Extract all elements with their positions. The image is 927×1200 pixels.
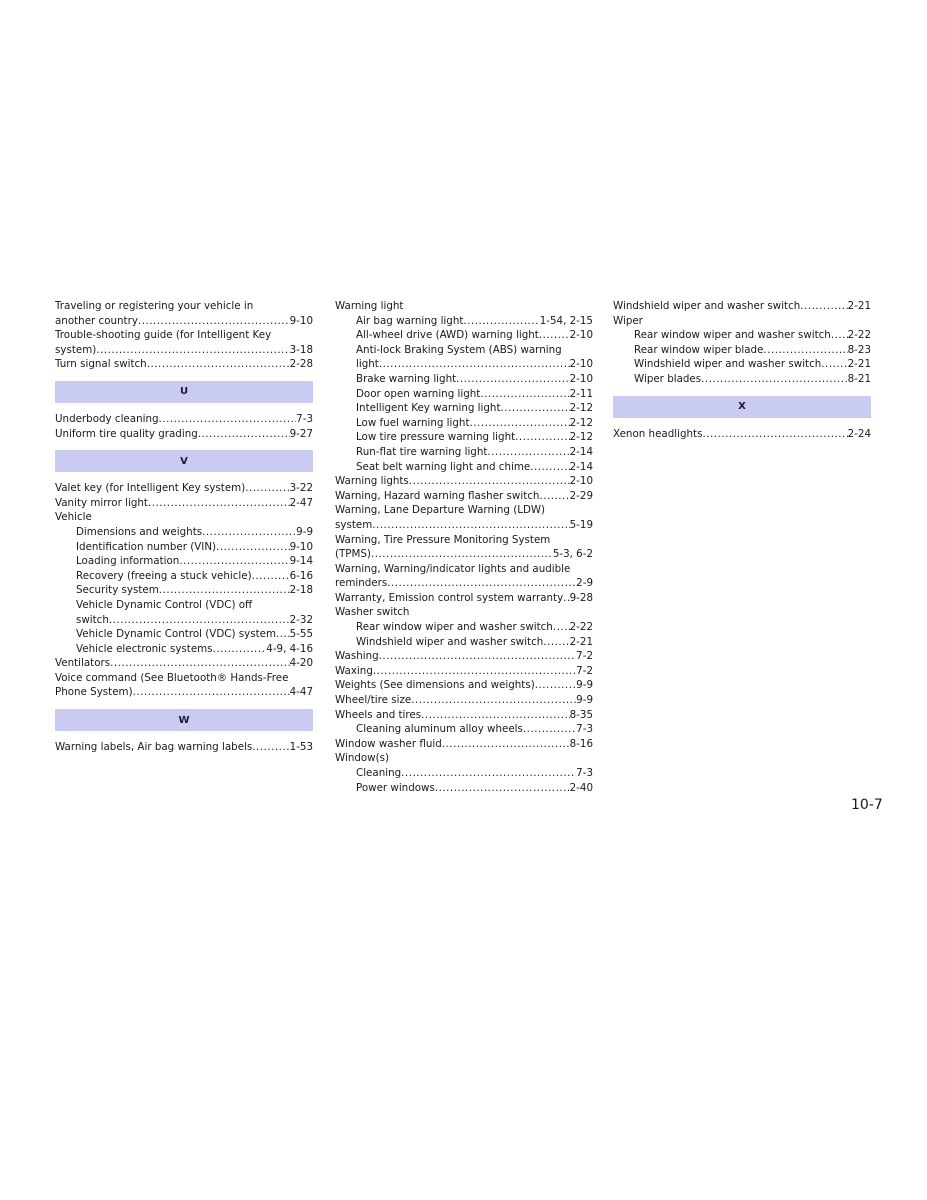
index-entry-label: Windshield wiper and washer switch — [634, 358, 822, 371]
dot-leader — [252, 569, 290, 584]
dot-leader — [159, 583, 290, 598]
index-entry — [613, 372, 871, 387]
index-entry — [55, 613, 313, 628]
index-page-ref: 7-2 — [576, 650, 593, 663]
index-entry-label: Turn signal switch — [55, 358, 147, 371]
index-entry-continuation — [335, 533, 593, 548]
index-entry — [335, 678, 593, 693]
index-page-ref: 3-18 — [289, 343, 313, 356]
index-entry-label: system — [335, 518, 373, 531]
index-entry-label: Rear window wiper and washer switch — [634, 329, 831, 342]
index-entry — [55, 656, 313, 671]
index-entry — [335, 328, 593, 343]
index-entry-label: switch — [76, 613, 109, 626]
index-entry-label: Warning, Lane Departure Warning (LDW) — [335, 504, 546, 517]
index-entry — [335, 372, 593, 387]
index-page-ref: 9-10 — [289, 540, 313, 553]
dot-leader — [202, 525, 296, 540]
index-page-ref: 7-3 — [576, 767, 593, 779]
index-entry — [335, 547, 593, 562]
section-letter-header: V — [55, 450, 313, 472]
index-entry-continuation — [55, 671, 313, 686]
dot-leader — [535, 678, 576, 693]
index-entry-label: reminders — [335, 577, 388, 590]
dot-leader — [515, 430, 569, 445]
section-letter-header: X — [613, 396, 871, 418]
index-page-ref: 2-47 — [289, 496, 313, 509]
index-entry — [55, 427, 313, 442]
dot-leader — [480, 387, 569, 402]
index-entry-label: Xenon headlights — [613, 427, 703, 440]
index-page-ref: 2-14 — [569, 445, 593, 458]
index-entry-label: Rear window wiper blade — [634, 343, 764, 356]
index-page-ref: 9-14 — [289, 555, 313, 568]
index-page-ref: 2-22 — [569, 621, 593, 634]
index-entry-continuation — [55, 299, 313, 314]
dot-leader — [379, 649, 577, 664]
index-entry-label: Wheel/tire size — [335, 694, 412, 707]
index-page-ref: 2-10 — [569, 475, 593, 488]
index-entry — [55, 525, 313, 540]
dot-leader — [701, 372, 847, 387]
index-entry-label: Vanity mirror light — [55, 496, 148, 509]
index-entry-continuation — [335, 299, 593, 314]
index-entry-label: Vehicle — [55, 511, 92, 524]
index-entry — [335, 781, 593, 796]
index-page-ref: 8-23 — [847, 343, 871, 356]
index-entry — [335, 693, 593, 708]
section-letter-header: U — [55, 381, 313, 403]
index-entry — [55, 740, 313, 755]
index-entry-label: Seat belt warning light and chime — [356, 460, 531, 473]
dot-leader — [763, 343, 847, 358]
index-entry — [335, 649, 593, 664]
dot-leader — [179, 554, 289, 569]
index-page-ref: 9-10 — [289, 314, 313, 327]
index-entry-label: Warning light — [335, 300, 404, 312]
dot-leader — [456, 372, 569, 387]
dot-leader — [401, 766, 576, 781]
index-entry-label: Warning labels, Air bag warning labels — [55, 741, 253, 754]
index-entry-label: Vehicle Dynamic Control (VDC) system — [76, 628, 276, 641]
index-entry-label: Recovery (freeing a stuck vehicle) — [76, 569, 252, 582]
index-page-ref: 5-3, 6-2 — [552, 548, 593, 561]
dot-leader — [371, 547, 553, 562]
index-entry-continuation — [335, 503, 593, 518]
dot-leader — [96, 343, 289, 358]
index-entry-label: Warning, Warning/indicator lights and audible — [335, 562, 571, 575]
index-entry-label: Low fuel warning light — [356, 416, 470, 429]
index-entry — [55, 481, 313, 496]
index-entry — [55, 343, 313, 358]
dot-leader — [442, 737, 570, 752]
index-page-ref: 7-3 — [296, 412, 313, 425]
index-entry-label: Washer switch — [335, 606, 410, 619]
index-page-ref: 2-11 — [569, 387, 593, 400]
section-letter-header: W — [55, 709, 313, 731]
dot-leader — [539, 328, 570, 343]
index-page-ref: 2-9 — [576, 577, 593, 590]
dot-leader — [821, 357, 847, 372]
dot-leader — [276, 627, 290, 642]
index-entry — [613, 343, 871, 358]
index-entry-label: Window washer fluid — [335, 737, 442, 750]
dot-leader — [523, 722, 576, 737]
dot-leader — [463, 314, 539, 329]
index-entry-label: Warning, Tire Pressure Monitoring System — [335, 533, 551, 546]
dot-leader — [159, 412, 297, 427]
index-page-ref: 9-9 — [296, 525, 313, 538]
index-entry — [55, 540, 313, 555]
index-entry — [335, 314, 593, 329]
index-page-ref: 8-16 — [569, 737, 593, 750]
index-page-ref: 8-21 — [847, 372, 871, 385]
dot-leader — [435, 781, 570, 796]
index-entry — [55, 627, 313, 642]
index-entry — [335, 489, 593, 504]
index-entry-label: Warranty, Emission control system warranty — [335, 591, 564, 604]
index-entry — [55, 496, 313, 511]
index-entry — [335, 620, 593, 635]
index-entry — [335, 766, 593, 781]
index-entry-label: Wheels and tires — [335, 708, 422, 721]
dot-leader — [501, 401, 570, 416]
index-entry-continuation — [55, 598, 313, 613]
index-entry — [335, 401, 593, 416]
index-page-ref: 2-22 — [847, 329, 871, 342]
dot-leader — [216, 540, 290, 555]
dot-leader — [487, 445, 569, 460]
index-entry — [335, 518, 593, 533]
index-entry-label: Run-flat tire warning light — [356, 445, 488, 458]
index-entry-label: light — [356, 358, 379, 371]
index-entry — [55, 314, 313, 329]
dot-leader — [409, 474, 570, 489]
index-entry-label: Waxing — [335, 664, 373, 677]
index-page-ref: 9-28 — [569, 591, 593, 604]
dot-leader — [470, 416, 570, 431]
index-entry — [335, 635, 593, 650]
dot-leader — [147, 357, 290, 372]
index-entry-label: Underbody cleaning — [55, 412, 159, 425]
index-page-ref: 2-29 — [569, 489, 593, 502]
index-page-ref: 2-18 — [289, 584, 313, 597]
index-entry-label: Valet key (for Intelligent Key system) — [55, 482, 246, 495]
index-entry-label: Vehicle Dynamic Control (VDC) off — [76, 598, 253, 611]
index-page-ref: 2-21 — [847, 300, 871, 312]
index-entry-label: All-wheel drive (AWD) warning light — [356, 329, 539, 342]
index-page-ref: 1-54, 2-15 — [539, 314, 593, 327]
dot-leader — [198, 427, 290, 442]
index-entry — [335, 737, 593, 752]
dot-leader — [702, 427, 847, 442]
index-entry-label: Warning lights — [335, 475, 409, 488]
index-entry-label: Washing — [335, 650, 379, 663]
index-page-ref: 4-9, 4-16 — [266, 642, 313, 655]
index-entry — [613, 328, 871, 343]
index-entry-label: (TPMS) — [335, 548, 371, 561]
index-entry — [335, 591, 593, 606]
index-entry — [335, 445, 593, 460]
index-page-ref: 2-21 — [847, 358, 871, 371]
index-page-ref: 2-21 — [569, 635, 593, 648]
index-page-ref: 7-2 — [576, 664, 593, 677]
index-page-ref: 2-12 — [569, 402, 593, 415]
dot-leader — [138, 314, 290, 329]
dot-leader — [252, 740, 289, 755]
index-entry-label: Warning, Hazard warning flasher switch — [335, 489, 540, 502]
index-page-ref: 4-20 — [289, 657, 313, 670]
index-entry-label: Brake warning light — [356, 372, 457, 385]
index-entry — [55, 569, 313, 584]
index-entry-continuation — [613, 314, 871, 329]
index-entry-label: Wiper — [613, 314, 643, 327]
page-number: 10-7 — [851, 797, 883, 813]
dot-leader — [387, 576, 576, 591]
index-page-ref: 2-12 — [569, 431, 593, 444]
index-page-ref: 2-28 — [289, 358, 313, 371]
index-entry-label: Traveling or registering your vehicle in — [55, 300, 254, 312]
dot-leader — [109, 613, 290, 628]
index-entry — [335, 664, 593, 679]
index-column-2 — [335, 299, 593, 795]
index-page-ref: 8-35 — [569, 708, 593, 721]
index-entry-continuation — [55, 328, 313, 343]
index-entry-label: Windshield wiper and washer switch — [356, 635, 544, 648]
dot-leader — [411, 693, 576, 708]
dot-leader — [539, 489, 569, 504]
index-entry — [55, 412, 313, 427]
index-entry-label: Phone System) — [55, 686, 133, 699]
index-entry-continuation — [55, 510, 313, 525]
index-entry-label: Anti-lock Braking System (ABS) warning — [356, 343, 562, 356]
index-page-ref: 2-10 — [569, 358, 593, 371]
index-page-ref: 2-24 — [847, 427, 871, 440]
index-column-1 — [55, 299, 313, 755]
index-entry-label: Door open warning light — [356, 387, 481, 400]
index-entry — [55, 583, 313, 598]
index-entry — [55, 554, 313, 569]
dot-leader — [372, 518, 569, 533]
index-page-ref: 2-12 — [569, 416, 593, 429]
index-entry-label: Weights (See dimensions and weights) — [335, 679, 535, 692]
dot-leader — [379, 357, 570, 372]
index-entry-label: Dimensions and weights — [76, 525, 203, 538]
dot-leader — [530, 460, 569, 475]
index-page-ref: 1-53 — [289, 741, 313, 754]
dot-leader — [543, 635, 569, 650]
index-entry — [335, 722, 593, 737]
index-entry — [335, 357, 593, 372]
index-entry — [335, 708, 593, 723]
index-entry — [335, 474, 593, 489]
index-page-ref: 3-22 — [289, 482, 313, 495]
index-entry — [55, 685, 313, 700]
index-column-3 — [613, 299, 871, 441]
index-entry-continuation — [335, 343, 593, 358]
index-entry-label: Ventilators — [55, 657, 111, 670]
index-entry-continuation — [335, 562, 593, 577]
index-page-ref: 9-9 — [576, 679, 593, 692]
index-page-ref: 2-32 — [289, 613, 313, 626]
index-page-ref: 9-27 — [289, 427, 313, 440]
index-page-ref: 6-16 — [289, 569, 313, 582]
dot-leader — [831, 328, 848, 343]
dot-leader — [148, 496, 290, 511]
index-entry-label: Air bag warning light — [356, 314, 464, 327]
index-entry — [613, 299, 871, 314]
index-entry-label: Security system — [76, 584, 159, 597]
dot-leader — [110, 656, 290, 671]
index-page-ref: 2-10 — [569, 372, 593, 385]
index-entry-label: Identification number (VIN) — [76, 540, 217, 553]
dot-leader — [553, 620, 570, 635]
index-page-ref: 5-55 — [289, 628, 313, 641]
index-entry — [55, 642, 313, 657]
dot-leader — [800, 299, 847, 314]
index-page-ref: 4-47 — [289, 686, 313, 699]
index-page-ref: 5-19 — [569, 518, 593, 531]
index-entry-label: another country — [55, 314, 138, 327]
index-entry — [335, 387, 593, 402]
index-page-ref: 2-40 — [569, 781, 593, 794]
index-entry-label: Wiper blades — [634, 372, 702, 385]
index-entry-label: Window(s) — [335, 752, 389, 765]
index-entry-label: Cleaning — [356, 767, 402, 779]
index-entry — [613, 427, 871, 442]
index-entry-label: Low tire pressure warning light — [356, 431, 516, 444]
index-entry-label: Uniform tire quality grading — [55, 427, 198, 440]
index-entry-label: Loading information — [76, 555, 180, 568]
dot-leader — [245, 481, 289, 496]
dot-leader — [373, 664, 576, 679]
index-page-ref: 2-14 — [569, 460, 593, 473]
dot-leader — [133, 685, 290, 700]
index-entry-label: Windshield wiper and washer switch — [613, 300, 801, 312]
index-entry-label: Trouble-shooting guide (for Intelligent Key — [55, 329, 272, 342]
index-entry-label: Cleaning aluminum alloy wheels — [356, 723, 523, 736]
index-page-ref: 7-3 — [576, 723, 593, 736]
index-page-ref: 9-9 — [576, 694, 593, 707]
index-entry-label: Rear window wiper and washer switch — [356, 621, 553, 634]
index-entry — [335, 576, 593, 591]
index-entry — [335, 460, 593, 475]
dot-leader — [213, 642, 267, 657]
index-entry — [335, 416, 593, 431]
index-entry-label: Intelligent Key warning light — [356, 402, 501, 415]
index-entry-label: Vehicle electronic systems — [76, 642, 213, 655]
index-entry-label: Voice command (See Bluetooth® Hands-Free — [55, 671, 289, 684]
index-entry-label: system) — [55, 343, 97, 356]
index-entry-label: Power windows — [356, 781, 435, 794]
index-page-ref: 2-10 — [569, 329, 593, 342]
index-entry — [613, 357, 871, 372]
index-entry-continuation — [335, 605, 593, 620]
dot-leader — [421, 708, 569, 723]
index-entry-continuation — [335, 751, 593, 766]
index-entry — [55, 357, 313, 372]
index-entry — [335, 430, 593, 445]
